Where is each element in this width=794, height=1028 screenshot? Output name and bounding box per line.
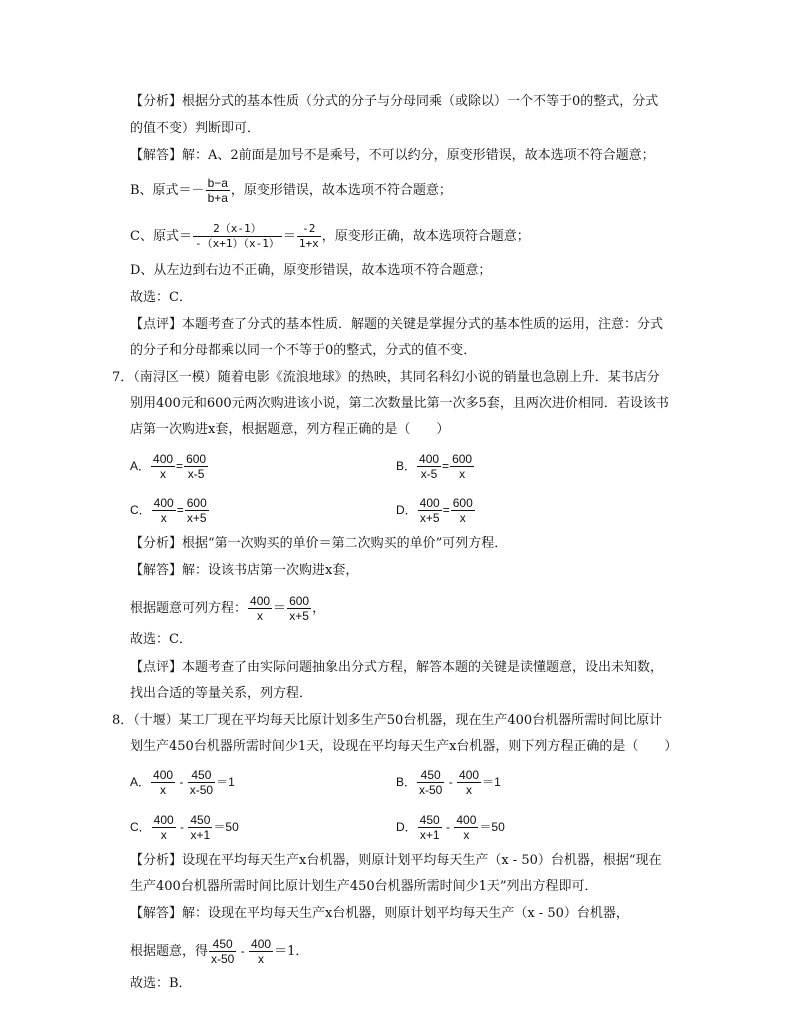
question-7-line-1: 7．（南浔区一模）随着电影《流浪地球》的热映，其同名科幻小说的销量也急剧上升．某书店分 <box>112 370 660 385</box>
fraction: $\frac{400}{x}$ <box>153 813 174 842</box>
fraction: $\frac{b-a}{b+a}$ <box>207 176 228 205</box>
fraction: $\frac{400}{x}$ <box>251 937 272 966</box>
q8-choice: 故选：B． <box>130 976 192 991</box>
fraction: $\frac{600}{x}$ <box>452 452 473 481</box>
fraction: $\frac{450}{x+1}$ <box>190 813 211 842</box>
q7-option-a: A． $\frac{400}{x}$ = $\frac{600}{x-5}$ <box>130 452 207 481</box>
q7-answer: 【解答】解：设该书店第一次购进x套， <box>130 563 359 578</box>
fraction: $\frac{2(x-1)}{-(x+1)(x-1)}$ <box>194 222 280 250</box>
q8-answer: 【解答】解：设现在平均每天生产x台机器，则原计划平均每天生产（x - 50）台机器， <box>130 906 629 921</box>
q7-choice: 故选：C． <box>130 632 192 647</box>
fraction: $\frac{450}{x-50}$ <box>419 768 443 797</box>
fraction: $\frac{-2}{1+x}$ <box>298 222 319 250</box>
analysis-line-1: 【分析】根据分式的基本性质（分式的分子与分母同乘（或除以）一个不等于0的整式，分式 <box>130 94 659 109</box>
question-8-line-1: 8．（十堰）某工厂现在平均每天比原计划多生产50台机器，现在生产400台机器所需时间比原计 <box>112 713 663 728</box>
fraction: $\frac{600}{x}$ <box>452 496 473 525</box>
q8-option-b: B． $\frac{450}{x-50}$ - $\frac{400}{x}$ ＝1 <box>396 768 501 797</box>
fraction: $\frac{450}{x-50}$ <box>189 768 214 797</box>
q7-comment-line-2: 找出合适的等量关系，列方程． <box>130 686 313 701</box>
choice-line: 故选：C． <box>130 290 192 305</box>
q8-analysis-line-2: 生产400台机器所需时间比原计划生产450台机器所需时间少1天”列出方程即可． <box>130 879 598 894</box>
fraction: $\frac{400}{x}$ <box>153 496 174 525</box>
q7-option-b: B． $\frac{400}{x-5}$ = $\frac{600}{x}$ <box>396 452 473 481</box>
solution-option-a: 【解答】解：A、2前面是加号不是乘号，不可以约分，原变形错误，故本选项不符合题意； <box>130 148 655 163</box>
q7-equation: 根据题意可列方程： $\frac{400}{x}$ ＝ $\frac{600}{x+5}$ ， <box>130 594 326 623</box>
question-8-line-2: 划生产450台机器所需时间少1天，设现在平均每天生产x台机器，则下列方程正确的是（ ） <box>130 739 678 754</box>
solution-option-c: C、原式＝ $\frac{2(x-1)}{-(x+1)(x-1)}$ ＝ $\frac{-2}{1+x}$ ，原变形正确，故本选项符合题意； <box>130 222 530 250</box>
q8-option-a: A． $\frac{400}{x}$ - $\frac{450}{x-50}$ ＝1 <box>130 768 235 797</box>
fraction: $\frac{400}{x}$ <box>459 768 480 797</box>
fraction: $\frac{600}{x+5}$ <box>289 594 310 623</box>
analysis-line-2: 的值不变）判断即可． <box>130 121 261 136</box>
question-7-line-2: 别用400元和600元两次购进该小说，第二次数量比第一次多5套，且两次进价相同．若设该书 <box>130 396 669 411</box>
comment-line-2: 的分子和分母都乘以同一个不等于0的整式，分式的值不变． <box>130 343 477 358</box>
fraction: $\frac{400}{x}$ <box>456 813 477 842</box>
fraction: $\frac{400}{x}$ <box>250 594 271 623</box>
solution-option-d: D、从左边到右边不正确，原变形错误，故本选项不符合题意； <box>130 263 492 278</box>
q8-option-d: D． $\frac{450}{x+1}$ - $\frac{400}{x}$ ＝50 <box>396 813 505 842</box>
question-7-line-3: 店第一次购进x套，根据题意，列方程正确的是（ ） <box>130 422 450 437</box>
fraction: $\frac{400}{x}$ <box>153 452 174 481</box>
q8-equation: 根据题意，得 $\frac{450}{x-50}$ - $\frac{400}{x}$ ＝1． <box>130 937 309 966</box>
q7-comment-line-1: 【点评】本题考查了由实际问题抽象出分式方程，解答本题的关键是读懂题意，设出未知数， <box>130 660 664 675</box>
solution-option-b: B、原式＝－ $\frac{b-a}{b+a}$ ，原变形错误，故本选项不符合题意； <box>130 176 452 205</box>
fraction: $\frac{600}{x+5}$ <box>186 496 207 525</box>
q8-analysis-line-1: 【分析】设现在平均每天生产x台机器，则原计划平均每天生产（x - 50）台机器，根据“现在 <box>130 853 662 868</box>
q7-option-d: D． $\frac{400}{x+5}$ = $\frac{600}{x}$ <box>396 496 473 525</box>
q7-option-c: C． $\frac{400}{x}$ = $\frac{600}{x+5}$ <box>130 496 207 525</box>
fraction: $\frac{400}{x-5}$ <box>419 452 440 481</box>
fraction: $\frac{450}{x-50}$ <box>211 937 235 966</box>
fraction: $\frac{600}{x-5}$ <box>186 452 207 481</box>
fraction: $\frac{400}{x+5}$ <box>419 496 440 525</box>
q8-option-c: C． $\frac{400}{x}$ - $\frac{450}{x+1}$ ＝50 <box>130 813 239 842</box>
comment-line-1: 【点评】本题考查了分式的基本性质．解题的关键是掌握分式的基本性质的运用，注意：分式 <box>130 317 664 332</box>
fraction: $\frac{450}{x+1}$ <box>419 813 440 842</box>
fraction: $\frac{400}{x}$ <box>153 768 174 797</box>
q7-analysis: 【分析】根据“第一次购买的单价＝第二次购买的单价”可列方程． <box>130 536 508 551</box>
